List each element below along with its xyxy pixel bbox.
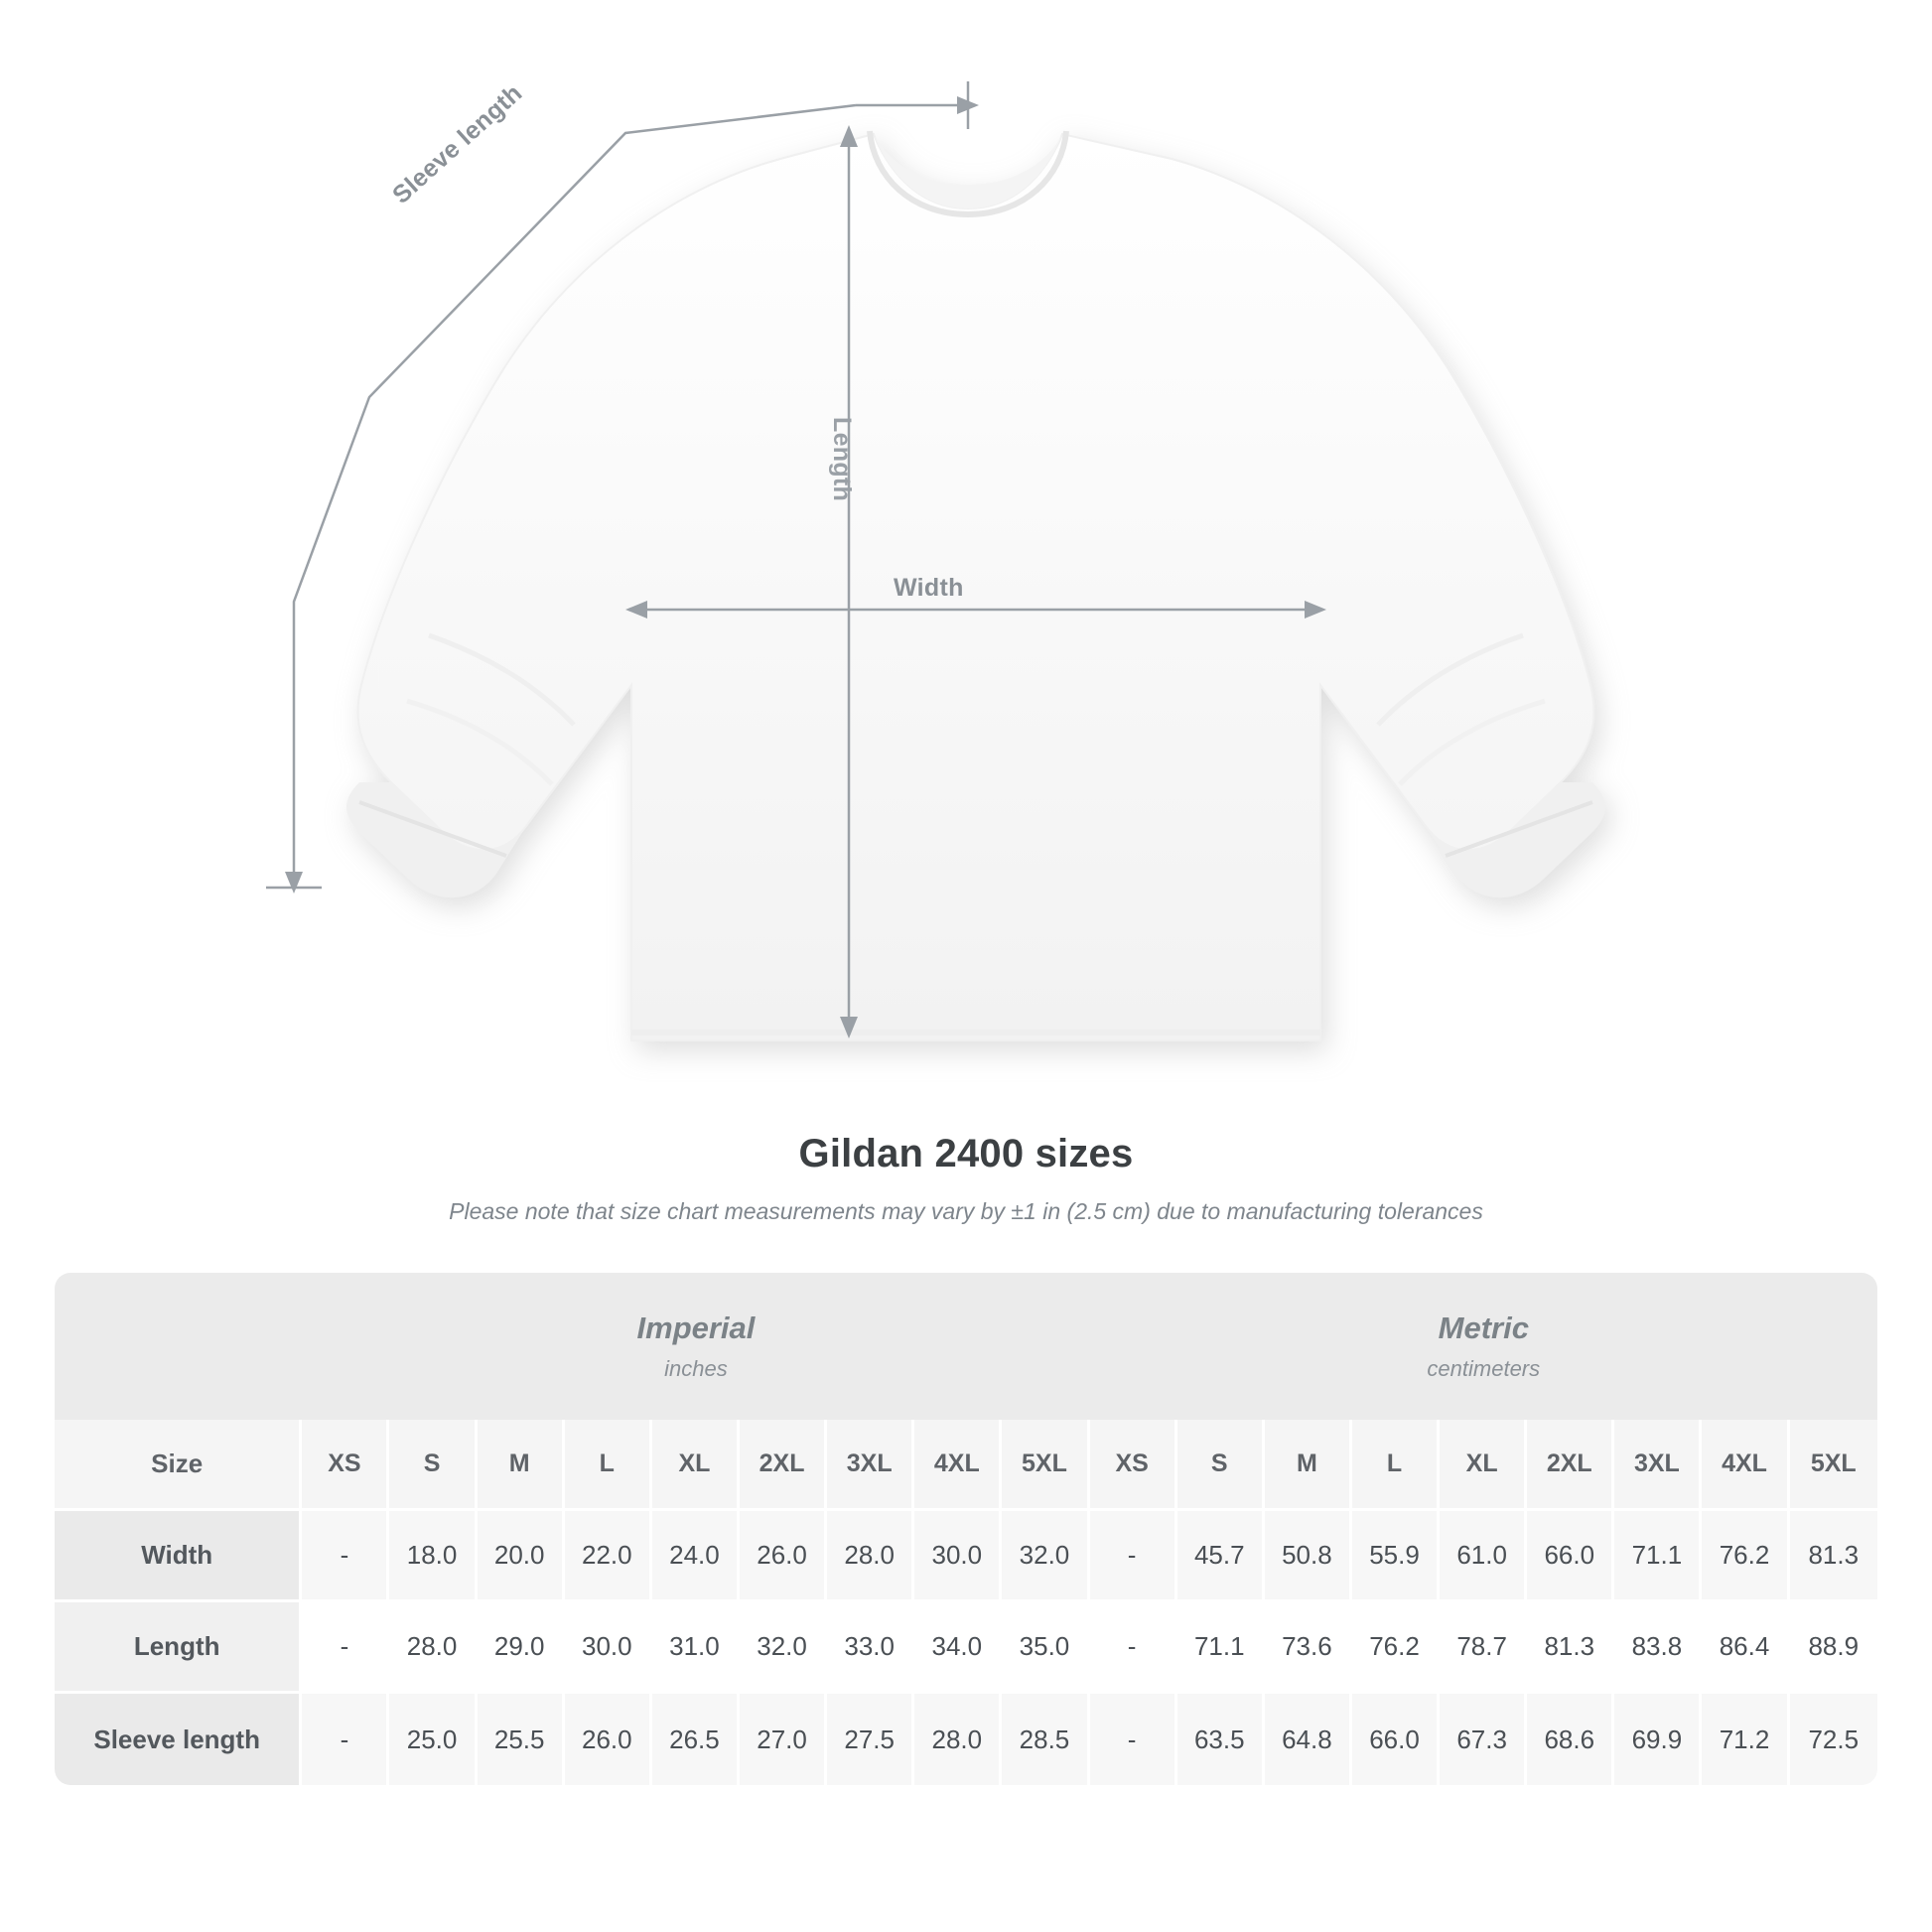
table-cell: 83.8 bbox=[1614, 1602, 1702, 1694]
header-size-cell: 5XL bbox=[1790, 1420, 1877, 1511]
table-cell: 25.0 bbox=[389, 1694, 477, 1785]
table-header-row bbox=[55, 1420, 1877, 1511]
table-cell: 63.5 bbox=[1177, 1694, 1265, 1785]
page-title: Gildan 2400 sizes bbox=[798, 1132, 1134, 1175]
row-label: Length bbox=[55, 1602, 302, 1694]
unit-group-metric bbox=[1090, 1273, 1877, 1420]
header-size-cell: 4XL bbox=[1702, 1420, 1789, 1511]
table-cell: 29.0 bbox=[478, 1602, 565, 1694]
table-cell: 78.7 bbox=[1440, 1602, 1527, 1694]
table-cell: - bbox=[302, 1511, 389, 1602]
table-cell: 28.0 bbox=[914, 1694, 1002, 1785]
table-cell: 71.1 bbox=[1614, 1511, 1702, 1602]
table-cell: 25.5 bbox=[478, 1694, 565, 1785]
table-cell: 71.2 bbox=[1702, 1694, 1789, 1785]
header-size-cell: S bbox=[389, 1420, 477, 1511]
table-cell: 73.6 bbox=[1265, 1602, 1352, 1694]
table-cell: 30.0 bbox=[914, 1511, 1002, 1602]
table-cell: 76.2 bbox=[1352, 1602, 1440, 1694]
table-cell: 20.0 bbox=[478, 1511, 565, 1602]
table-cell: - bbox=[1090, 1694, 1177, 1785]
header-size-cell: XL bbox=[1440, 1420, 1527, 1511]
unit-group-spacer bbox=[55, 1273, 302, 1420]
size-table bbox=[55, 1273, 1877, 1785]
header-size-cell: XL bbox=[652, 1420, 740, 1511]
unit-group-row bbox=[55, 1273, 1877, 1420]
table-cell: 30.0 bbox=[565, 1602, 652, 1694]
table-row bbox=[55, 1602, 1877, 1694]
header-size-cell: L bbox=[1352, 1420, 1440, 1511]
header-size-cell: 2XL bbox=[740, 1420, 827, 1511]
table-cell: 32.0 bbox=[1002, 1511, 1089, 1602]
table-cell: - bbox=[302, 1694, 389, 1785]
header-size-cell: 5XL bbox=[1002, 1420, 1089, 1511]
table-cell: 31.0 bbox=[652, 1602, 740, 1694]
table-cell: 24.0 bbox=[652, 1511, 740, 1602]
table-cell: 27.0 bbox=[740, 1694, 827, 1785]
table-cell: 69.9 bbox=[1614, 1694, 1702, 1785]
table-row bbox=[55, 1511, 1877, 1602]
table-cell: 86.4 bbox=[1702, 1602, 1789, 1694]
table-cell: 35.0 bbox=[1002, 1602, 1089, 1694]
unit-group-metric-sub: centimeters bbox=[1427, 1356, 1541, 1381]
table-cell: 68.6 bbox=[1527, 1694, 1614, 1785]
table-cell: 28.0 bbox=[389, 1602, 477, 1694]
table-cell: 76.2 bbox=[1702, 1511, 1789, 1602]
table-cell: - bbox=[1090, 1511, 1177, 1602]
page-subtitle: Please note that size chart measurements may vary by ±1 in (2.5 cm) due to manufacturing tolerances bbox=[449, 1198, 1483, 1224]
width-dimension-label: Width bbox=[894, 574, 964, 602]
table-cell: 34.0 bbox=[914, 1602, 1002, 1694]
table-cell: 26.5 bbox=[652, 1694, 740, 1785]
table-cell: 66.0 bbox=[1527, 1511, 1614, 1602]
table-cell: 61.0 bbox=[1440, 1511, 1527, 1602]
length-dimension-label: Length bbox=[828, 417, 856, 502]
table-cell: 71.1 bbox=[1177, 1602, 1265, 1694]
table-cell: 72.5 bbox=[1790, 1694, 1877, 1785]
table-cell: 81.3 bbox=[1527, 1602, 1614, 1694]
header-size: Size bbox=[55, 1420, 302, 1511]
table-cell: - bbox=[302, 1602, 389, 1694]
table-cell: 27.5 bbox=[827, 1694, 914, 1785]
header-size-cell: 2XL bbox=[1527, 1420, 1614, 1511]
title-block bbox=[0, 1132, 1932, 1225]
table-row bbox=[55, 1694, 1877, 1785]
row-label: Sleeve length bbox=[55, 1694, 302, 1785]
table-cell: 55.9 bbox=[1352, 1511, 1440, 1602]
table-cell: 81.3 bbox=[1790, 1511, 1877, 1602]
header-size-cell: M bbox=[1265, 1420, 1352, 1511]
table-cell: 67.3 bbox=[1440, 1694, 1527, 1785]
header-size-cell: XS bbox=[302, 1420, 389, 1511]
table-cell: 33.0 bbox=[827, 1602, 914, 1694]
table-cell: 28.5 bbox=[1002, 1694, 1089, 1785]
table-cell: 88.9 bbox=[1790, 1602, 1877, 1694]
header-size-cell: M bbox=[478, 1420, 565, 1511]
sleeve-length-dimension-label: Sleeve length bbox=[387, 78, 528, 209]
table-cell: 18.0 bbox=[389, 1511, 477, 1602]
header-size-cell: S bbox=[1177, 1420, 1265, 1511]
table-cell: 26.0 bbox=[740, 1511, 827, 1602]
garment-shape bbox=[346, 131, 1605, 1040]
table-cell: 28.0 bbox=[827, 1511, 914, 1602]
table-cell: 50.8 bbox=[1265, 1511, 1352, 1602]
size-table-container bbox=[55, 1273, 1877, 1785]
header-size-cell: 3XL bbox=[1614, 1420, 1702, 1511]
unit-group-imperial-name: Imperial bbox=[636, 1311, 756, 1345]
table-cell: 66.0 bbox=[1352, 1694, 1440, 1785]
unit-group-imperial-sub: inches bbox=[664, 1356, 728, 1381]
row-label: Width bbox=[55, 1511, 302, 1602]
header-size-cell: L bbox=[565, 1420, 652, 1511]
table-cell: - bbox=[1090, 1602, 1177, 1694]
table-cell: 22.0 bbox=[565, 1511, 652, 1602]
header-size-cell: 4XL bbox=[914, 1420, 1002, 1511]
header-size-cell: XS bbox=[1090, 1420, 1177, 1511]
table-cell: 32.0 bbox=[740, 1602, 827, 1694]
table-cell: 45.7 bbox=[1177, 1511, 1265, 1602]
unit-group-imperial bbox=[302, 1273, 1089, 1420]
table-cell: 26.0 bbox=[565, 1694, 652, 1785]
table-cell: 64.8 bbox=[1265, 1694, 1352, 1785]
unit-group-metric-name: Metric bbox=[1438, 1311, 1529, 1345]
header-size-cell: 3XL bbox=[827, 1420, 914, 1511]
